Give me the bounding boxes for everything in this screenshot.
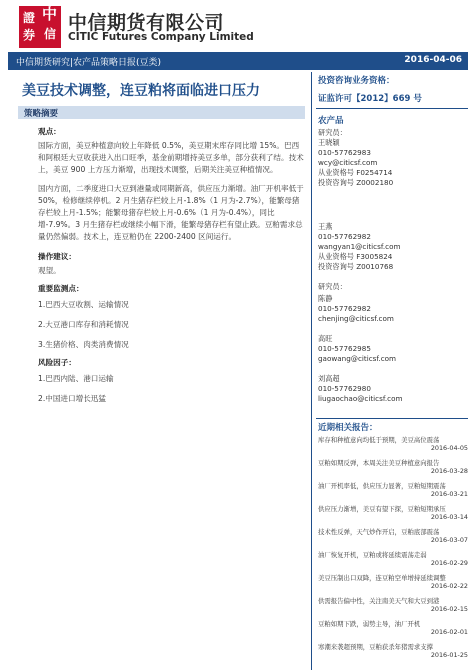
contact-email[interactable]: gaowang@citicsf.com: [318, 354, 397, 363]
monitor-label: 重要监测点：: [38, 284, 84, 293]
report-link-date: 2016-03-14: [430, 513, 468, 521]
contact-name: 刘高超: [318, 374, 340, 383]
operation-text: 观望。: [38, 266, 61, 275]
risk-item: 1.巴西内陆、港口运输: [38, 374, 114, 383]
report-link-date: 2016-03-28: [430, 467, 468, 475]
contact-email[interactable]: chenjing@citicsf.com: [318, 314, 394, 323]
contact-card: [318, 334, 396, 364]
paragraph-international: 国际方面，美豆种植意向较上年降低 0.5%，美豆期末库存同比增 15%。巴西和阿根廷大豆收获进入出口旺季，基金前期增持美豆多单，部分获利了结。技术上，美豆 900 上方压力渐增，出现技术调整，后期关注美豆种植情况。: [38, 141, 304, 174]
analyst-consult: 投资咨询号 Z0002180: [318, 178, 394, 187]
related-report[interactable]: [318, 482, 468, 498]
related-report[interactable]: [318, 643, 468, 659]
report-link-date: 2016-03-21: [430, 490, 468, 498]
related-report[interactable]: [318, 505, 468, 521]
analyst-phone: 010-57762983: [318, 148, 371, 157]
assistant-role: 研究员：: [318, 282, 347, 291]
contact-name: 陈静: [318, 294, 333, 303]
summary-bar: [18, 106, 305, 119]
main-content: [38, 126, 306, 405]
report-header-bar: [8, 52, 468, 70]
company-logo: [19, 6, 61, 48]
report-link-title[interactable]: 油厂恢复开机，豆粕或将延续震荡走弱: [318, 551, 427, 559]
analyst-card: [318, 138, 393, 188]
contact-name: 高旺: [318, 334, 333, 343]
contact-email[interactable]: liugaochao@citicsf.com: [318, 394, 403, 403]
analyst-license: 从业资格号 F3005824: [318, 252, 393, 261]
report-link-title[interactable]: 库存和种植意向均低于预期，美豆高位震荡: [318, 436, 440, 444]
headline: 美豆技术调整，连豆粕将面临进口压力: [22, 83, 260, 99]
contact-phone: 010-57762982: [318, 304, 371, 313]
operation-label: 操作建议：: [38, 252, 76, 261]
views-label: 观点：: [38, 127, 61, 136]
analyst-name: 王燕: [318, 222, 333, 231]
monitor-item: 2.大豆港口库存和消耗情况: [38, 320, 129, 329]
paragraph-domestic: 国内方面，二季度进口大豆到港量或同期新高，供应压力渐增。油厂开机率低于 50%，检修继续停机。2 月生猪存栏较上月-1.8%（1 月为-2.7%），能繁母猪存栏较上月-1.5%；能繁母猪存栏较上月-0.6%（1 月为-0.4%），同比增-7.9%。3 月生猪存栏或继续小幅下滑，能繁母猪存栏有望止跌。豆粕需求总量仍然偏弱。技术上，连豆粕仍在 2200-2400 区间运行。: [38, 184, 304, 241]
report-link-title[interactable]: 美豆压制出口双降，连豆粕空单增持延续调整: [318, 574, 446, 582]
logo-char: 信: [44, 27, 57, 41]
report-link-title[interactable]: 油厂开机率低，供应压力显著，豆粕短期震荡: [318, 482, 446, 490]
column-divider: [311, 72, 312, 670]
analyst-license: 从业资格号 F0254714: [318, 168, 393, 177]
report-date: 2016-04-06: [404, 55, 462, 65]
related-report[interactable]: [318, 597, 468, 613]
logo-char: 中: [42, 5, 58, 23]
risk-item: 2.中国进口增长迅猛: [38, 394, 106, 403]
report-title: 中信期货研究|农产品策略日报(豆类): [16, 58, 162, 68]
report-link-date: 2016-04-05: [430, 444, 468, 452]
related-report[interactable]: [318, 459, 468, 475]
report-link-title[interactable]: 供应压力渐增，美豆有望下探，豆粕短期承压: [318, 505, 446, 513]
report-link-title[interactable]: 豆粕如期反弹，本周关注美豆种植意向报告: [318, 459, 440, 467]
analyst-email[interactable]: wcy@citicsf.com: [318, 158, 378, 167]
summary-label: 策略摘要: [24, 109, 59, 119]
analyst-email[interactable]: wangyan1@citicsf.com: [318, 242, 401, 251]
monitor-item: 3.生猪价格、肉类消费情况: [38, 340, 129, 349]
divider-line: [316, 108, 468, 109]
report-link-date: 2016-02-15: [430, 605, 468, 613]
dept-label: 农产品: [318, 116, 344, 126]
related-report[interactable]: [318, 528, 468, 544]
related-report[interactable]: [318, 551, 468, 567]
researcher-role: 研究员：: [318, 128, 347, 137]
risk-label: 风险因子：: [38, 358, 76, 367]
analyst-consult: 投资咨询号 Z0010768: [318, 262, 394, 271]
report-link-title[interactable]: 技术性反弹，天气炒作开启，豆粕底部震荡: [318, 528, 440, 536]
report-link-date: 2016-02-01: [430, 628, 468, 636]
company-name-cn: 中信期货有限公司: [68, 12, 225, 34]
company-name-en: CITIC Futures Company Limited: [68, 31, 254, 43]
contact-card: [318, 294, 394, 324]
report-link-date: 2016-03-07: [430, 536, 468, 544]
report-link-date: 2016-02-29: [430, 559, 468, 567]
related-reports-title: 近期相关报告：: [318, 423, 378, 433]
analyst-name: 王晓颖: [318, 138, 340, 147]
logo-char: 證: [23, 11, 36, 25]
related-report[interactable]: [318, 574, 468, 590]
report-link-title[interactable]: 豆粕如期下跌，弱势主导，油厂开机: [318, 620, 421, 628]
contact-phone: 010-57762985: [318, 344, 371, 353]
report-link-title[interactable]: 寒潮来袭超预期，豆粕获杀年猪需求支撑: [318, 643, 434, 651]
report-link-date: 2016-02-22: [430, 582, 468, 590]
license-number: 证监许可【2012】669 号: [318, 94, 422, 104]
report-link-title[interactable]: 供需报告偏中性，关注南美天气和大豆到港: [318, 597, 440, 605]
logo-char: 券: [23, 28, 36, 42]
related-report[interactable]: [318, 436, 468, 452]
analyst-phone: 010-57762982: [318, 232, 371, 241]
divider-line: [316, 418, 468, 419]
monitor-item: 1.巴西大豆收割、运输情况: [38, 300, 129, 309]
license-title: 投资咨询业务资格：: [318, 76, 395, 86]
related-report[interactable]: [318, 620, 468, 636]
report-link-date: 2016-01-25: [430, 651, 468, 659]
analyst-card: [318, 222, 400, 272]
contact-phone: 010-57762980: [318, 384, 371, 393]
contact-card: [318, 374, 403, 404]
